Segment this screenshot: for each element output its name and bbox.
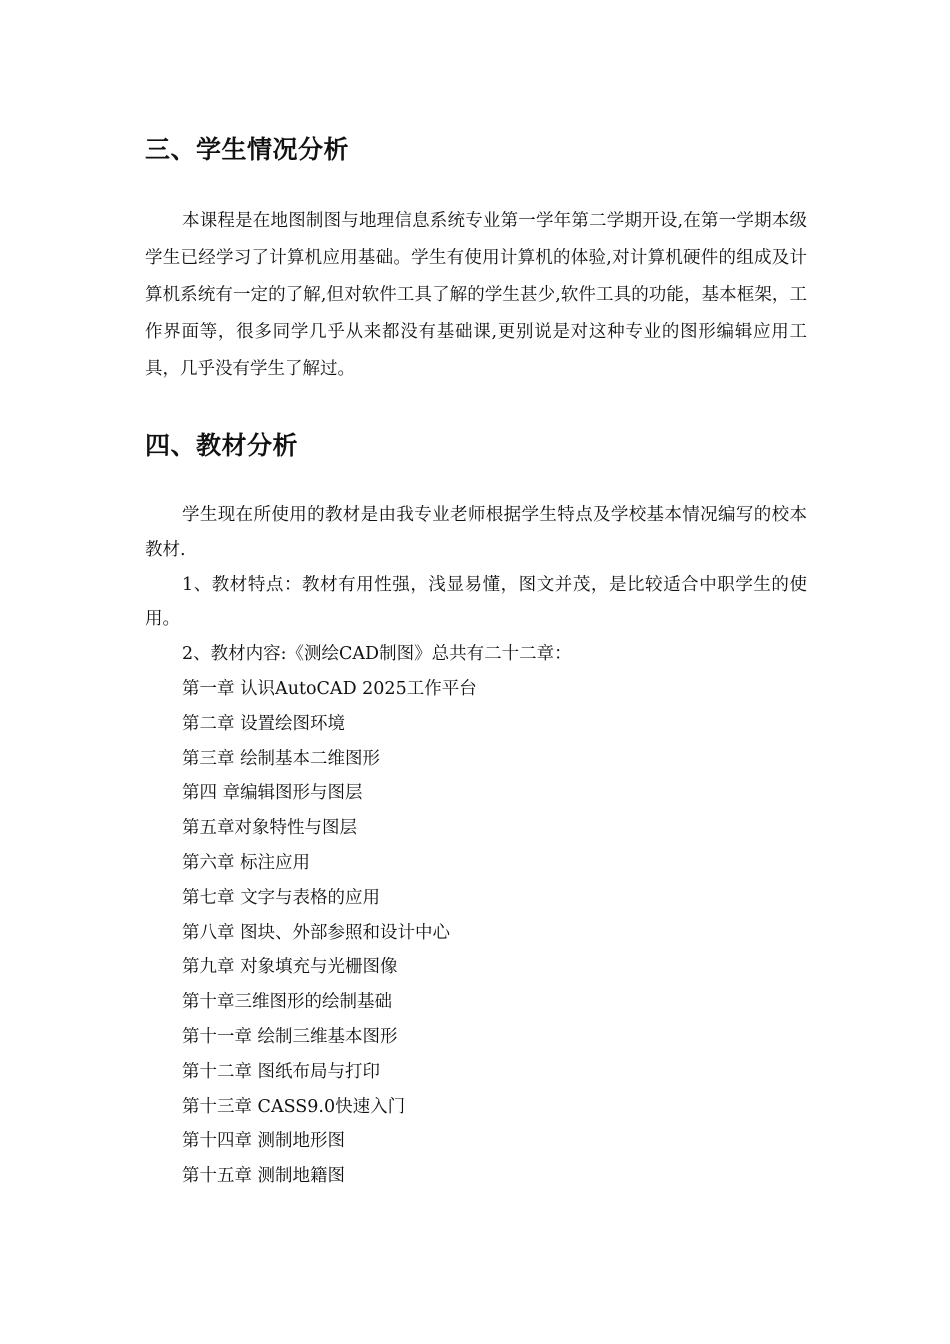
chapter-item: 第五章对象特性与图层 bbox=[182, 818, 357, 839]
chapter-item: 第十五章 测制地籍图 bbox=[182, 1166, 346, 1187]
chapter-item: 第八章 图块、外部参照和设计中心 bbox=[182, 922, 451, 943]
section-3-title: 三、学生情况分析 bbox=[145, 135, 350, 164]
chapter-list bbox=[145, 672, 807, 1194]
chapter-item: 第一章 认识AutoCAD 2025工作平台 bbox=[182, 678, 477, 699]
section-4-title: 四、教材分析 bbox=[145, 431, 299, 460]
chapter-item: 第十二章 图纸布局与打印 bbox=[182, 1061, 381, 1082]
textbook-features: 1、教材特点：教材有用性强，浅显易懂，图文并茂，是比较适合中职学生的使用。 bbox=[145, 574, 807, 630]
chapter-item: 第十三章 CASS9.0快速入门 bbox=[182, 1096, 406, 1117]
chapter-item: 第四 章编辑图形与图层 bbox=[182, 783, 363, 804]
chapter-item: 第十章三维图形的绘制基础 bbox=[182, 992, 392, 1013]
chapter-item: 第九章 对象填充与光栅图像 bbox=[182, 957, 398, 978]
chapter-item: 第三章 绘制基本二维图形 bbox=[182, 748, 381, 769]
document-content bbox=[145, 132, 807, 1194]
chapter-item: 第二章 设置绘图环境 bbox=[182, 713, 346, 734]
chapter-item: 第十一章 绘制三维基本图形 bbox=[182, 1026, 398, 1047]
section-3-paragraph: 本课程是在地图制图与地理信息系统专业第一学年第二学期开设,在第一学期本级学生已经学习了计算机应用基础。学生有使用计算机的体验,对计算机硬件的组成及计算机系统有一定的了解,但对软件工具了解的学生甚少,软件工具的功能，基本框架，工作界面等，很多同学几乎从来都没有基础课,更别说是对这种专业的图形编辑应用工具，几乎没有学生了解过。 bbox=[145, 211, 807, 379]
chapter-item: 第六章 标注应用 bbox=[182, 852, 311, 873]
chapter-item: 第十四章 测制地形图 bbox=[182, 1131, 346, 1152]
textbook-contents-heading: 2、教材内容:《测绘CAD制图》总共有二十二章： bbox=[182, 644, 572, 665]
chapter-item: 第七章 文字与表格的应用 bbox=[182, 887, 381, 908]
section-4-intro: 学生现在所使用的教材是由我专业老师根据学生特点及学校基本情况编写的校本教材. bbox=[145, 505, 807, 560]
